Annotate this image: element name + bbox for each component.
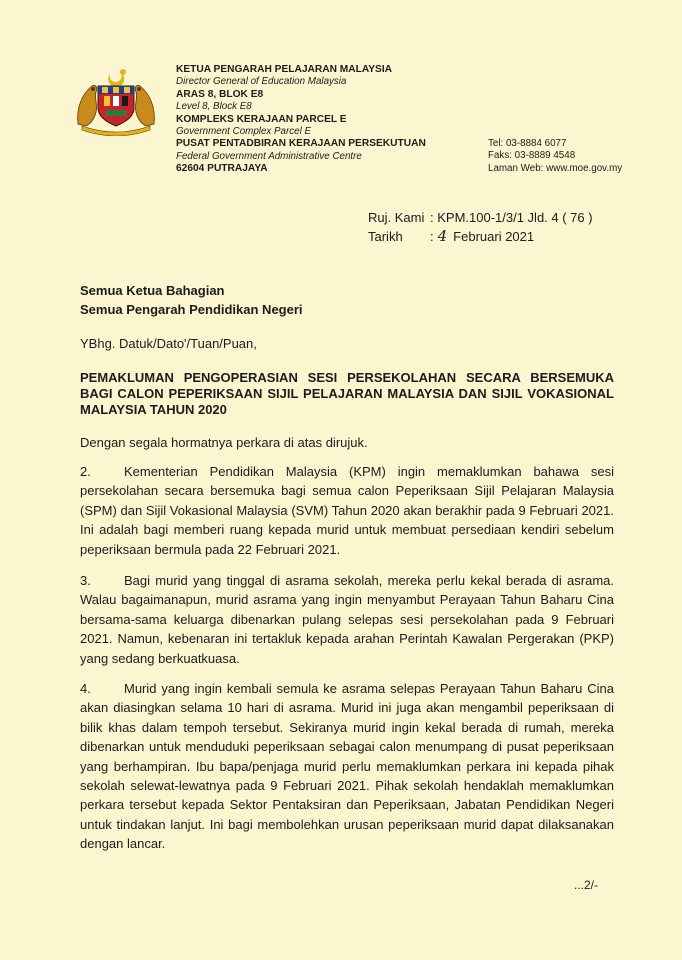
letterhead-title-en: Director General of Education Malaysia bbox=[176, 76, 347, 88]
reference-ruj-row bbox=[368, 208, 593, 227]
reference-ruj-label: Ruj. Kami bbox=[368, 210, 425, 225]
reference-ruj-value: : KPM.100-1/3/1 Jld. 4 ( 76 ) bbox=[430, 210, 593, 225]
letterhead-address-level: ARAS 8, BLOK E8 bbox=[176, 88, 264, 100]
recipients-block bbox=[80, 281, 303, 319]
paragraph-text: Murid yang ingin kembali semula ke asrama selepas Perayaan Tahun Baharu Cina akan diasingkan selama 10 hari di asrama. Murid ini juga akan mengambil peperiksaan di bilik khas dalam tempoh tersebut. Sekiranya murid ingin kekal berada di rumah, mereka dibenarkan untuk menduduki peperiksaan sebagai calon menumpang di pusat peperiksaan yang berhampiran. Ibu bapa/penjaga murid perlu memaklumkan perkara ini kepada pihak sekolah selewat-lewatnya pada 9 Februari 2021. Pihak sekolah hendaklah memaklumkan perkara tersebut kepada Sektor Pentaksiran dan Peperiksaan, Jabatan Pendidikan Negeri untuk tindakan lanjut. Ini bagi membolehkan urusan peperiksaan murid dapat dilaksanakan dengan lancar. bbox=[80, 681, 614, 852]
coat-of-arms-icon bbox=[72, 64, 160, 136]
letterhead-address-complex: KOMPLEKS KERAJAAN PARCEL E bbox=[176, 113, 347, 125]
reference-tarikh-label: Tarikh bbox=[368, 229, 403, 244]
salutation: YBhg. Datuk/Dato'/Tuan/Puan, bbox=[80, 336, 257, 351]
reference-block bbox=[368, 208, 593, 246]
letterhead-address-centre: PUSAT PENTADBIRAN KERAJAAN PERSEKUTUAN bbox=[176, 138, 426, 150]
paragraph-number: 3. bbox=[80, 573, 91, 588]
paragraph-3 bbox=[80, 571, 614, 668]
page-continuation: ...2/- bbox=[574, 878, 599, 892]
contact-web: Laman Web: www.moe.gov.my bbox=[488, 162, 623, 174]
reference-tarikh-day: 4 bbox=[437, 227, 448, 245]
paragraph-2 bbox=[80, 462, 614, 559]
recipient-line-2: Semua Pengarah Pendidikan Negeri bbox=[80, 302, 303, 317]
paragraph-number: 2. bbox=[80, 464, 91, 479]
letterhead-address-complex-en: Government Complex Parcel E bbox=[176, 126, 312, 138]
reference-tarikh-row bbox=[368, 227, 593, 246]
contact-tel: Tel: 03-8884 6077 bbox=[488, 138, 567, 149]
paragraph-text: Kementerian Pendidikan Malaysia (KPM) ingin memaklumkan bahawa sesi persekolahan secara bersemuka bagi semua calon Peperiksaan Sijil Pelajaran Malaysia (SPM) dan Sijil Vokasional Malaysia (SVM) Tahun 2020 akan berakhir pada 9 Februari 2021. Ini adalah bagi memberi ruang kepada murid untuk membuat persediaan kendiri sebelum peperiksaan bermula pada 22 Februari 2021. bbox=[80, 464, 614, 557]
letterhead-title: KETUA PENGARAH PELAJARAN MALAYSIA bbox=[176, 64, 393, 75]
contact-block bbox=[488, 138, 668, 175]
reference-tarikh-colon: : bbox=[430, 229, 434, 244]
subject-heading: PEMAKLUMAN PENGOPERASIAN SESI PERSEKOLAHAN SECARA BERSEMUKA BAGI CALON PEPERIKSAAN SIJIL PELAJARAN MALAYSIA DAN SIJIL VOKASIONAL MALAYSIA TAHUN 2020 bbox=[80, 370, 614, 417]
recipient-line-1: Semua Ketua Bahagian bbox=[80, 283, 225, 298]
letterhead-block bbox=[176, 64, 466, 176]
letterhead-address-centre-en: Federal Government Administrative Centre bbox=[176, 150, 362, 162]
paragraph-text: Bagi murid yang tinggal di asrama sekolah, mereka perlu kekal berada di asrama. Walau bagaimanapun, murid asrama yang ingin menyambut Perayaan Tahun Baharu Cina bersama-sama keluarga dibenarkan pulang selepas sesi persekolahan pada 9 Februari 2021. Namun, kebenaran ini tertakluk kepada arahan Perintah Kawalan Pergerakan (PKP) yang sedang berkuatkuasa. bbox=[80, 573, 614, 666]
paragraph-4 bbox=[80, 679, 614, 854]
letterhead-postcode: 62604 PUTRAJAYA bbox=[176, 163, 268, 175]
contact-fax: Faks: 03-8889 4548 bbox=[488, 150, 576, 162]
reference-tarikh-month-year: Februari 2021 bbox=[453, 229, 535, 244]
letterhead-address-level-en: Level 8, Block E8 bbox=[176, 101, 252, 113]
paragraph-number: 4. bbox=[80, 681, 91, 696]
opening-line: Dengan segala hormatnya perkara di atas dirujuk. bbox=[80, 435, 368, 450]
